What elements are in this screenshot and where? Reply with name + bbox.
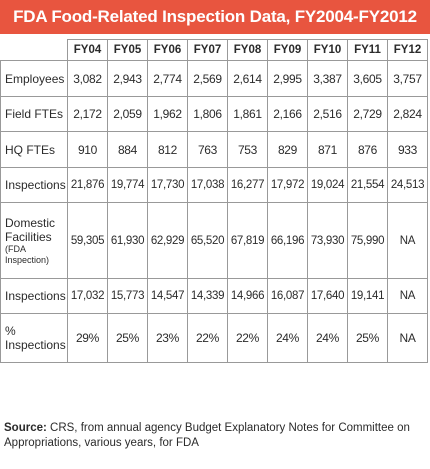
table-cell: 2,995 [268, 61, 308, 97]
table-cell: 1,861 [228, 97, 268, 132]
corner-cell [1, 40, 68, 61]
table-cell: 829 [268, 132, 308, 168]
table-cell: 753 [228, 132, 268, 168]
row-label: Employees [1, 61, 68, 97]
table-cell: 876 [348, 132, 388, 168]
row-label-sub: (FDA Inspection) [5, 243, 50, 265]
table-cell: NA [388, 203, 428, 279]
table-cell: 65,520 [188, 203, 228, 279]
table-cell: 2,569 [188, 61, 228, 97]
table-cell: 17,972 [268, 168, 308, 203]
table-cell: 19,141 [348, 279, 388, 314]
table-cell: 67,819 [228, 203, 268, 279]
table-cell: 3,082 [68, 61, 108, 97]
table-cell: 25% [348, 314, 388, 363]
table-title: FDA Food-Related Inspection Data, FY2004-FY2012 [0, 0, 430, 34]
column-header: FY05 [108, 40, 148, 61]
table-cell: 3,387 [308, 61, 348, 97]
table-cell: 17,640 [308, 279, 348, 314]
row-label: Inspections [1, 279, 68, 314]
table-cell: 2,774 [148, 61, 188, 97]
column-header: FY12 [388, 40, 428, 61]
table-cell: 15,773 [108, 279, 148, 314]
table-cell: 2,614 [228, 61, 268, 97]
table-cell: 884 [108, 132, 148, 168]
table-cell: 59,305 [68, 203, 108, 279]
table-cell: 812 [148, 132, 188, 168]
table-cell: 14,339 [188, 279, 228, 314]
table-cell: 2,172 [68, 97, 108, 132]
column-header: FY08 [228, 40, 268, 61]
table-row-hq-ftes [1, 132, 428, 168]
column-header: FY09 [268, 40, 308, 61]
table-cell: 21,876 [68, 168, 108, 203]
table-cell: 1,962 [148, 97, 188, 132]
table-cell: 2,166 [268, 97, 308, 132]
table-row-domestic-facilities [1, 203, 428, 279]
table-cell: 3,605 [348, 61, 388, 97]
table-cell: 16,087 [268, 279, 308, 314]
column-header: FY11 [348, 40, 388, 61]
column-header: FY10 [308, 40, 348, 61]
row-label-main: Domestic Facilities [5, 215, 56, 244]
table-cell: 2,943 [108, 61, 148, 97]
table-cell: 23% [148, 314, 188, 363]
table-cell: 17,038 [188, 168, 228, 203]
row-label: Inspections [1, 168, 68, 203]
table-cell: 75,990 [348, 203, 388, 279]
table-cell: 17,730 [148, 168, 188, 203]
table-cell: 73,930 [308, 203, 348, 279]
source-label: Source: [4, 422, 47, 434]
table-cell: 16,277 [228, 168, 268, 203]
row-label [1, 203, 68, 279]
table-row-percent-inspections [1, 314, 428, 363]
table-cell: 62,929 [148, 203, 188, 279]
table-cell: 24% [268, 314, 308, 363]
source-text: CRS, from annual agency Budget Explanatory Notes for Committee on Appropriations, various years, for FDA [4, 422, 410, 449]
inspection-data-table [0, 39, 428, 363]
table-cell: 29% [68, 314, 108, 363]
table-row-employees [1, 61, 428, 97]
table-cell: 17,032 [68, 279, 108, 314]
table-cell: NA [388, 279, 428, 314]
table-row-field-ftes [1, 97, 428, 132]
table-cell: 933 [388, 132, 428, 168]
table-cell: 21,554 [348, 168, 388, 203]
table-row-domestic-inspections [1, 279, 428, 314]
table-cell: 19,024 [308, 168, 348, 203]
table-cell: 3,757 [388, 61, 428, 97]
table-cell: 61,930 [108, 203, 148, 279]
row-label: HQ FTEs [1, 132, 68, 168]
table-cell: 2,059 [108, 97, 148, 132]
table-cell: 14,966 [228, 279, 268, 314]
table-cell: 22% [188, 314, 228, 363]
table-cell: 22% [228, 314, 268, 363]
table-cell: 910 [68, 132, 108, 168]
table-cell: 871 [308, 132, 348, 168]
table-cell: 1,806 [188, 97, 228, 132]
table-cell: 14,547 [148, 279, 188, 314]
table-cell: 763 [188, 132, 228, 168]
table-row-inspections [1, 168, 428, 203]
table-cell: 19,774 [108, 168, 148, 203]
table-cell: 25% [108, 314, 148, 363]
table-cell: 24% [308, 314, 348, 363]
table-cell: 2,824 [388, 97, 428, 132]
table-cell: NA [388, 314, 428, 363]
column-header: FY04 [68, 40, 108, 61]
row-label: % Inspections [1, 314, 68, 363]
table-cell: 24,513 [388, 168, 428, 203]
table-cell: 66,196 [268, 203, 308, 279]
column-header: FY06 [148, 40, 188, 61]
column-header: FY07 [188, 40, 228, 61]
row-label: Field FTEs [1, 97, 68, 132]
table-cell: 2,729 [348, 97, 388, 132]
table-cell: 2,516 [308, 97, 348, 132]
source-note [4, 421, 424, 451]
header-row [1, 40, 428, 61]
